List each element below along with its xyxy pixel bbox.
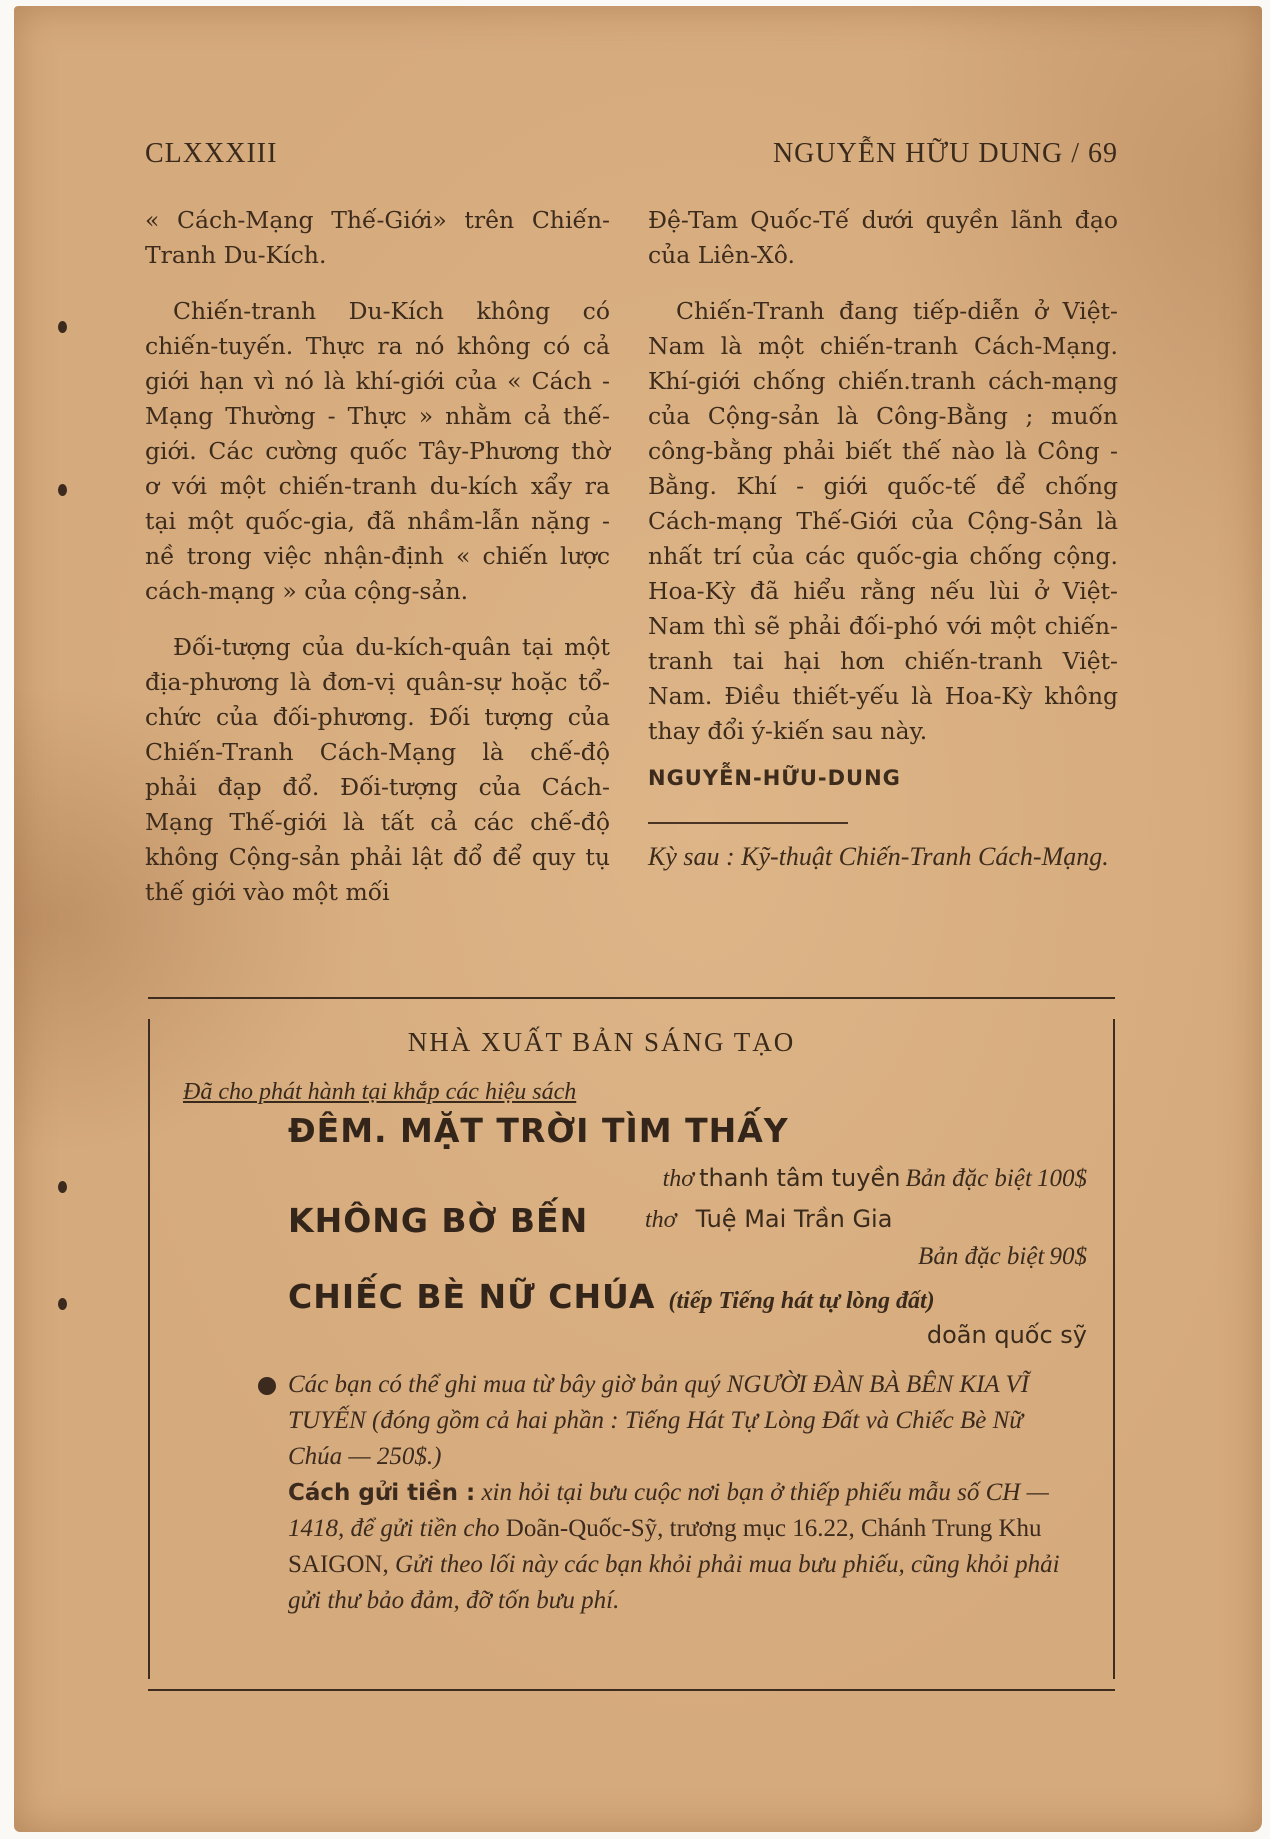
- paragraph: Chiến-Tranh đang tiếp-diễn ở Việt-Nam là một chiến-tranh Cách-Mạng. Khí-giới chống chiến.tranh cách-mạng của Cộng-sản là Công-Bằng ; muốn công-bằng phải biết thế nào là Công - Bằng. Khí - giới quốc-tế để chống Cách-mạng Thế-Giới của Cộng-Sản là nhất trí của các quốc-gia chống cộng. Hoa-Kỳ đã hiểu rằng nếu lùi ở Việt-Nam thì sẽ phải đối-phó với một chiến-tranh tai hại hơn chiến-tranh Việt-Nam. Điều thiết-yếu là Hoa-Kỳ không thay đổi ý-kiến sau này.: [648, 297, 1118, 745]
- book-genre: thơ: [662, 1166, 695, 1192]
- payment-account: Doãn-Quốc-Sỹ, trương mục 16.22, Chánh Trung Khu SAIGON,: [288, 1515, 1042, 1578]
- left-column: [145, 203, 610, 910]
- page-punch-hole: [58, 484, 67, 496]
- book-info: [645, 1205, 892, 1234]
- box-border-left: [148, 1019, 150, 1679]
- divider: [648, 822, 848, 824]
- book-title: CHIẾC BÈ NỮ CHÚA: [288, 1277, 656, 1316]
- book-subtitle: (tiếp Tiếng hát tự lòng đất): [668, 1288, 935, 1314]
- page-punch-hole: [58, 1298, 67, 1310]
- running-header: NGUYỄN HỮU DUNG / 69: [772, 138, 1118, 169]
- book-title: KHÔNG BỜ BẾN: [288, 1201, 589, 1240]
- book-edition: Bản đặc biệt: [905, 1165, 1032, 1192]
- payment-benefit: Gửi theo lối này các bạn khỏi phải mua bưu phiếu, cũng khỏi phải gửi thư bảo đảm, đỡ tốn bưu phí.: [288, 1551, 1060, 1614]
- chapter-number: CLXXXIII: [145, 138, 278, 169]
- preorder-text: Các bạn có thể ghi mua từ bây giờ bản quý NGƯỜI ĐÀN BÀ BÊN KIA VĨ TUYẾN (đóng gồm cả hai phần : Tiếng Hát Tự Lòng Đất và Chiếc Bè Nữ Chúa — 250$.): [288, 1371, 1030, 1470]
- subscription-note: [288, 1367, 1083, 1619]
- book-price: 90$: [1049, 1243, 1087, 1270]
- next-issue-note: Kỳ sau : Kỹ-thuật Chiến-Tranh Cách-Mạng.: [648, 842, 1109, 871]
- publisher-advertisement: [148, 997, 1115, 1691]
- release-note: Đã cho phát hành tại khắp các hiệu sách: [183, 1079, 577, 1105]
- page-punch-hole: [58, 321, 67, 333]
- paragraph: Chiến-tranh Du-Kích không có chiến-tuyến. Thực ra nó không có cả giới hạn vì nó là khí-giới của « Cách - Mạng Thường - Thực » nhằm cả thế-giới. Các cường quốc Tây-Phương thờ ơ với một chiến-tranh du-kích xẩy ra tại một quốc-gia, đã nhầm-lẫn nặng - nề trong việc nhận-định « chiến lược cách-mạng » của cộng-sản.: [145, 297, 610, 605]
- payment-label: Cách gửi tiền :: [288, 1480, 476, 1506]
- book-line: [288, 1277, 935, 1316]
- publisher-name: NHÀ XUẤT BẢN SÁNG TẠO: [407, 1027, 796, 1057]
- book-price: 100$: [1037, 1165, 1087, 1192]
- book-edition: Bản đặc biệt: [918, 1243, 1045, 1270]
- right-column: [648, 203, 1118, 876]
- payment-instructions: xin hỏi tại bưu cuộc nơi bạn ở thiếp phiếu mẫu số CH — 1418, để gửi tiền cho: [288, 1479, 1049, 1542]
- page-punch-hole: [58, 1181, 67, 1193]
- paragraph: Đối-tượng của du-kích-quân tại một địa-phương là đơn-vị quân-sự hoặc tổ-chức của đối-phương. Đối tượng của Chiến-Tranh Cách-Mạng là chế-độ phải đạp đổ. Đối-tượng của Cách-Mạng Thế-giới là tất cả các chế-độ không Cộng-sản phải lật đổ để quy tụ thế giới vào một mối: [145, 633, 610, 906]
- book-title: ĐÊM. MẶT TRỜI TÌM THẤY: [288, 1111, 789, 1150]
- bullet-icon: [258, 1377, 276, 1395]
- book-info: [663, 1164, 1087, 1193]
- book-price-line: [918, 1243, 1087, 1271]
- paragraph: Đệ-Tam Quốc-Tế dưới quyền lãnh đạo của Liên-Xô.: [648, 206, 1118, 269]
- book-author: Tuệ Mai Trần Gia: [695, 1205, 893, 1233]
- box-border-right: [1113, 1019, 1115, 1679]
- book-author: doãn quốc sỹ: [926, 1321, 1087, 1349]
- book-genre: thơ: [645, 1207, 677, 1233]
- author-signature: NGUYỄN-HỮU-DUNG: [648, 766, 901, 790]
- book-author: thanh tâm tuyền: [699, 1164, 901, 1192]
- paragraph: « Cách-Mạng Thế-Giới» trên Chiến-Tranh Du-Kích.: [145, 206, 610, 269]
